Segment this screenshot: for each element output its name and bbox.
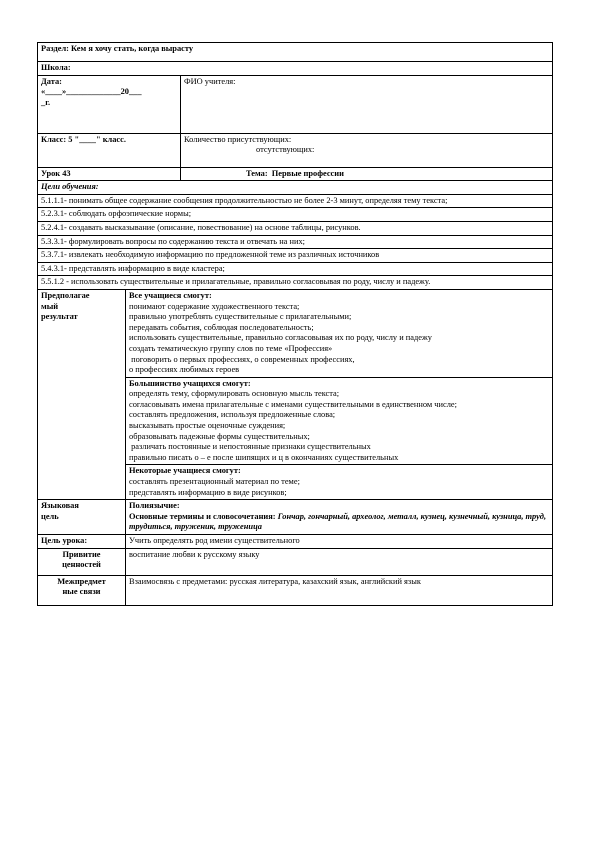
attendance-field: Количество присутствующих: отсутствующих:	[181, 133, 553, 167]
all-students-title: Все учащиеся смогут:	[129, 290, 212, 300]
list-item: поговорить о первых профессиях, о современных профессиях,	[129, 354, 355, 364]
all-students-block	[126, 289, 553, 377]
school-field: Школа:	[38, 62, 553, 76]
teacher-field: ФИО учителя:	[181, 75, 553, 133]
goal-item: 5.3.7.1- извлекать необходимую информацию по предложенной теме из различных источников	[38, 249, 553, 263]
list-item: высказывать простые оценочные суждения;	[129, 421, 286, 431]
list-item: создать тематическую группу слов по теме «Профессия»	[129, 343, 333, 353]
interdisciplinary-text: Взаимосвязь с предметами: русская литература, казахский язык, английский язык	[126, 575, 553, 605]
interdisciplinary-label: Межпредмет ные связи	[38, 575, 126, 605]
list-item: о профессиях любимых героев	[129, 365, 240, 375]
list-item: составлять предложения, используя предложенные слова;	[129, 410, 336, 420]
terms-list: Гончар, гончарный, археолог, металл, кузнец, кузнечный, кузница, труд, трудиться, труженик, труженица	[129, 511, 547, 532]
some-students-block	[126, 465, 553, 500]
list-item: правильно писать о – е после шипящих и ц в окончаниях существительных	[129, 452, 399, 462]
most-students-title: Большинство учащихся смогут:	[129, 378, 251, 388]
goal-item: 5.2.4.1- создавать высказывание (описание, повествование) на основе таблицы, рисунков.	[38, 221, 553, 235]
result-label: Предполагае мый результат	[38, 289, 126, 499]
list-item: составлять презентационный материал по теме;	[129, 477, 300, 487]
goal-item: 5.1.1.1- понимать общее содержание сообщения продолжительностью не более 2-3 минут, определяя тему текста;	[38, 194, 553, 208]
language-goal-block	[126, 500, 553, 535]
lesson-plan	[37, 42, 552, 606]
lesson-goal: Учить определять род имени существительного	[126, 535, 553, 549]
lesson-plan-table	[37, 42, 553, 606]
list-item: использовать существительные, правильно согласовывая их по роду, числу и падежу	[129, 333, 432, 343]
lesson-topic: Тема: Первые профессии	[181, 167, 553, 181]
terms-label: Основные термины и словосочетания:	[129, 511, 276, 521]
list-item: передавать события, соблюдая последовательность;	[129, 322, 314, 332]
list-item: различать постоянные и непостоянные признаки существительных	[129, 442, 371, 452]
values-label: Привитие ценностей	[38, 548, 126, 575]
list-item: образовывать падежные формы существительных;	[129, 431, 310, 441]
most-students-block	[126, 377, 553, 465]
polylingual-title: Полиязычие:	[129, 501, 180, 511]
date-field: Дата: «____»_____________20___ _г.	[38, 75, 181, 133]
values-text: воспитание любви к русскому языку	[126, 548, 553, 575]
class-field: Класс: 5 "____" класс.	[38, 133, 181, 167]
goal-item: 5.5.1.2 - использовать существительные и прилагательные, правильно согласовывая по роду, числу и падежу.	[38, 276, 553, 290]
some-students-title: Некоторые учащиеся смогут:	[129, 466, 241, 476]
lesson-number: Урок 43	[38, 167, 181, 181]
list-item: согласовывать имена прилагательные с именами существительными в единственном числе;	[129, 399, 457, 409]
section-title: Раздел: Кем я хочу стать, когда вырасту	[38, 43, 553, 62]
list-item: представлять информацию в виде рисунков;	[129, 487, 287, 497]
goals-title: Цели обучения:	[38, 181, 553, 195]
list-item: определять тему, сформулировать основную мысль текста;	[129, 389, 340, 399]
goal-item: 5.4.3.1- представлять информацию в виде кластера;	[38, 262, 553, 276]
language-goal-label: Языковая цель	[38, 500, 126, 535]
lesson-goal-label: Цель урока:	[38, 535, 126, 549]
goal-item: 5.3.3.1- формулировать вопросы по содержанию текста и отвечать на них;	[38, 235, 553, 249]
list-item: понимают содержание художественного текста;	[129, 301, 300, 311]
goal-item: 5.2.3.1- соблюдать орфоэпические нормы;	[38, 208, 553, 222]
list-item: правильно употреблять существительные с прилагательными;	[129, 312, 352, 322]
